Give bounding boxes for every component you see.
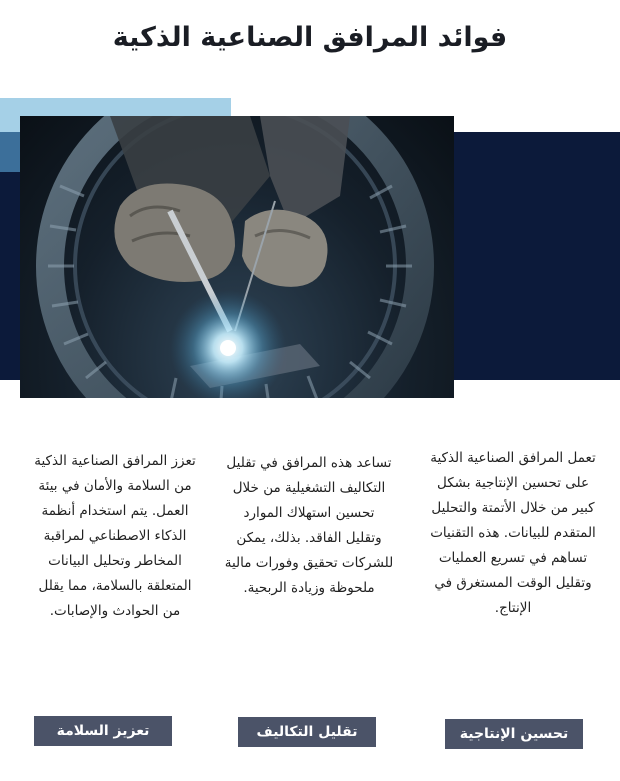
feature-text-productivity: تعمل المرافق الصناعية الذكية على تحسين الإنتاجية بشكل كبير من خلال الأتمتة والتحليل المتقدم للبيانات. هذه التقنيات تساهم في تسريع العمليات وتقليل الوقت المستغرق في الإنتاج. <box>430 450 596 616</box>
welding-photo <box>20 116 454 398</box>
feature-text-costs: تساعد هذه المرافق في تقليل التكاليف التشغيلية من خلال تحسين استهلاك الموارد وتقليل الفاقد. بذلك، يمكن للشركات تحقيق وفورات مالية ملحوظة وزيادة الربحية. <box>224 455 394 596</box>
costs-button[interactable]: تقليل التكاليف <box>238 717 376 747</box>
page-title: فوائد المرافق الصناعية الذكية <box>112 22 508 53</box>
accent-bar-mid <box>0 132 22 172</box>
productivity-button[interactable]: تحسين الإنتاجية <box>445 719 583 749</box>
feature-text-safety: تعزز المرافق الصناعية الذكية من السلامة والأمان في بيئة العمل. يتم استخدام أنظمة الذكاء الاصطناعي لمراقبة المخاطر وتحليل البيانات المتعلقة بالسلامة، مما يقلل من الحوادث والإصابات. <box>34 453 196 619</box>
safety-button[interactable]: تعزيز السلامة <box>34 716 172 746</box>
